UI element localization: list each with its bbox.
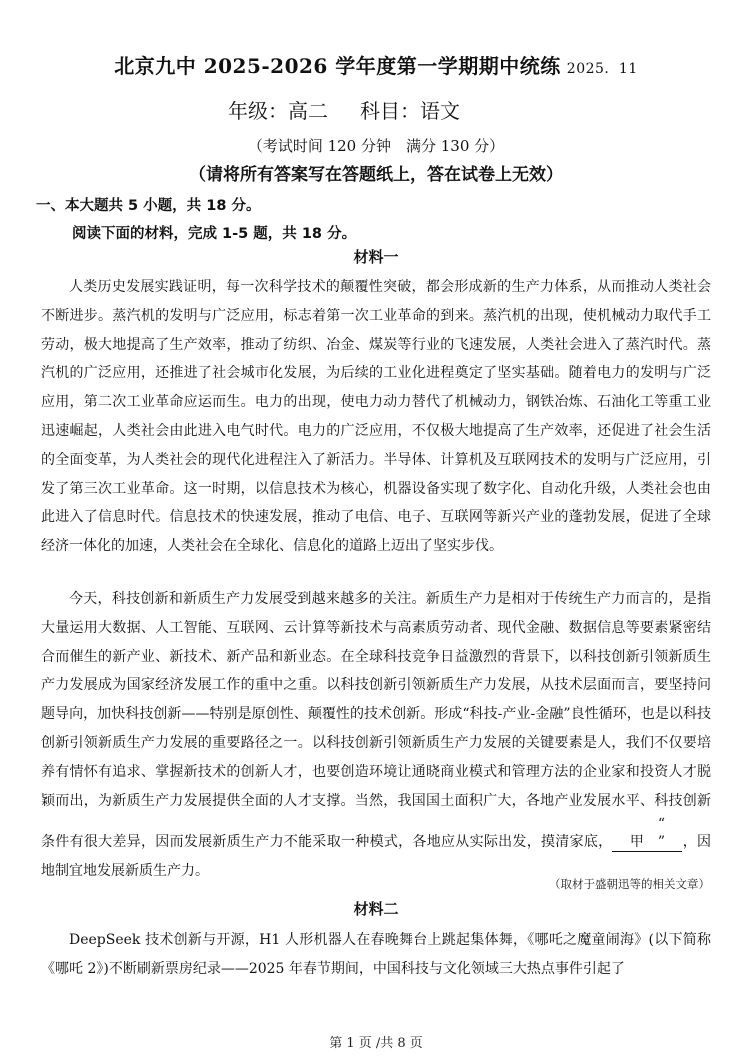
material-one-paragraph-2 [41,585,711,886]
paragraph-text-end: ，因地制宜地发展新质生产力。 [41,834,712,880]
source-citation: （取材于盛朝迅等的相关文章） [549,877,710,891]
subject-label: 科目：语文 [360,99,460,123]
exam-title-text: 北京九中 2025-2026 学年度第一学期期中统练 [114,54,561,78]
answer-notice: （请将所有答案写在答题纸上，答在试卷上无效） [189,165,563,185]
material-two-title: 材料二 [353,900,399,918]
blank-jia: “ 甲 ” [612,815,682,852]
paragraph-text: DeepSeek 技术创新与开源，H1 人形机器人在春晚舞台上跳起集体舞，《哪吒之魔童闹海》(以下简称《哪吒 2》)不断刷新票房纪录——2025 年春节期间，中国科技与文化领域三大热点事件引起了 [41,932,711,977]
exam-duration: （考试时间 120 分钟 满分 130 分） [247,137,505,155]
paragraph-text: 今天，科技创新和新质生产力发展受到越来越多的关注。新质生产力是相对于传统生产力而言的，是指大量运用大数据、人工智能、互联网、云计算等新技术与高素质劳动者、现代金融、数据信息等要素紧密结合而催生的新产业、新技术、新产品和新业态。在全球科技竞争日益激烈的背景下，以科技创新引领新质生产力发展成为国家经济发展工作的重中之重。以科技创新引领新质生产力发展，从技术层面而言，要坚持问题导向，加快科技创新——特别是原创性、颠覆性的技术创新。形成“科技-产业-金融”良性循环，也是以科技创新引领新质生产力发展的重要路径之一。以科技创新引领新质生产力发展的关键要素是人，我们不仅要培养有情怀有追求、掌握新技术的创新人才，也要创造环境让通晓商业模式和管理方法的企业家和投资人才脱颖而出，为新质生产力发展提供全面的人才支撑。当然，我国国土面积广大，各地产业发展水平、科技创新条件有很大差异，因而发展新质生产力不能采取一种模式，各地应从实际出发，摸清家底， [41,591,711,851]
material-two-paragraph-1 [41,926,711,984]
material-one-title: 材料一 [353,248,399,266]
exam-title [0,50,752,79]
material-one-paragraph-1 [41,273,711,561]
page-number: 第 1 页 /共 8 页 [329,1036,423,1051]
grade-subject-line [228,95,460,124]
paragraph-text: 人类历史发展实践证明，每一次科学技术的颠覆性突破，都会形成新的生产力体系，从而推动人类社会不断进步。蒸汽机的发明与广泛应用，标志着第一次工业革命的到来。蒸汽机的出现，使机械动力取代手工劳动，极大地提高了生产效率，推动了纺织、冶金、煤炭等行业的飞速发展，人类社会进入了蒸汽时代。蒸汽机的广泛应用，还推进了社会城市化发展，为后续的工业化进程奠定了坚实基础。随着电力的发明与广泛应用，第二次工业革命应运而生。电力的出现，使电力动力替代了机械动力，钢铁冶炼、石油化工等重工业迅速崛起，人类社会由此进入电气时代。电力的广泛应用，不仅极大地提高了生产效率，还促进了社会生活的全面变革，为人类社会的现代化进程注入了新活力。半导体、计算机及互联网技术的发明与广泛应用，引发了第三次工业革命。这一时期，以信息技术为核心，机器设备实现了数字化、自动化升级，人类社会也由此进入了信息时代。信息技术的快速发展，推动了电信、电子、互联网等新兴产业的蓬勃发展，促进了全球经济一体化的加速，人类社会在全球化、信息化的道路上迈出了坚实步伐。 [41,279,711,555]
exam-date: 2025．11 [566,61,638,77]
section-instruction: 阅读下面的材料，完成 1-5 题，共 18 分。 [72,226,357,242]
section-heading: 一、本大题共 5 小题，共 18 分。 [36,198,261,214]
grade-label: 年级：高二 [228,99,328,123]
